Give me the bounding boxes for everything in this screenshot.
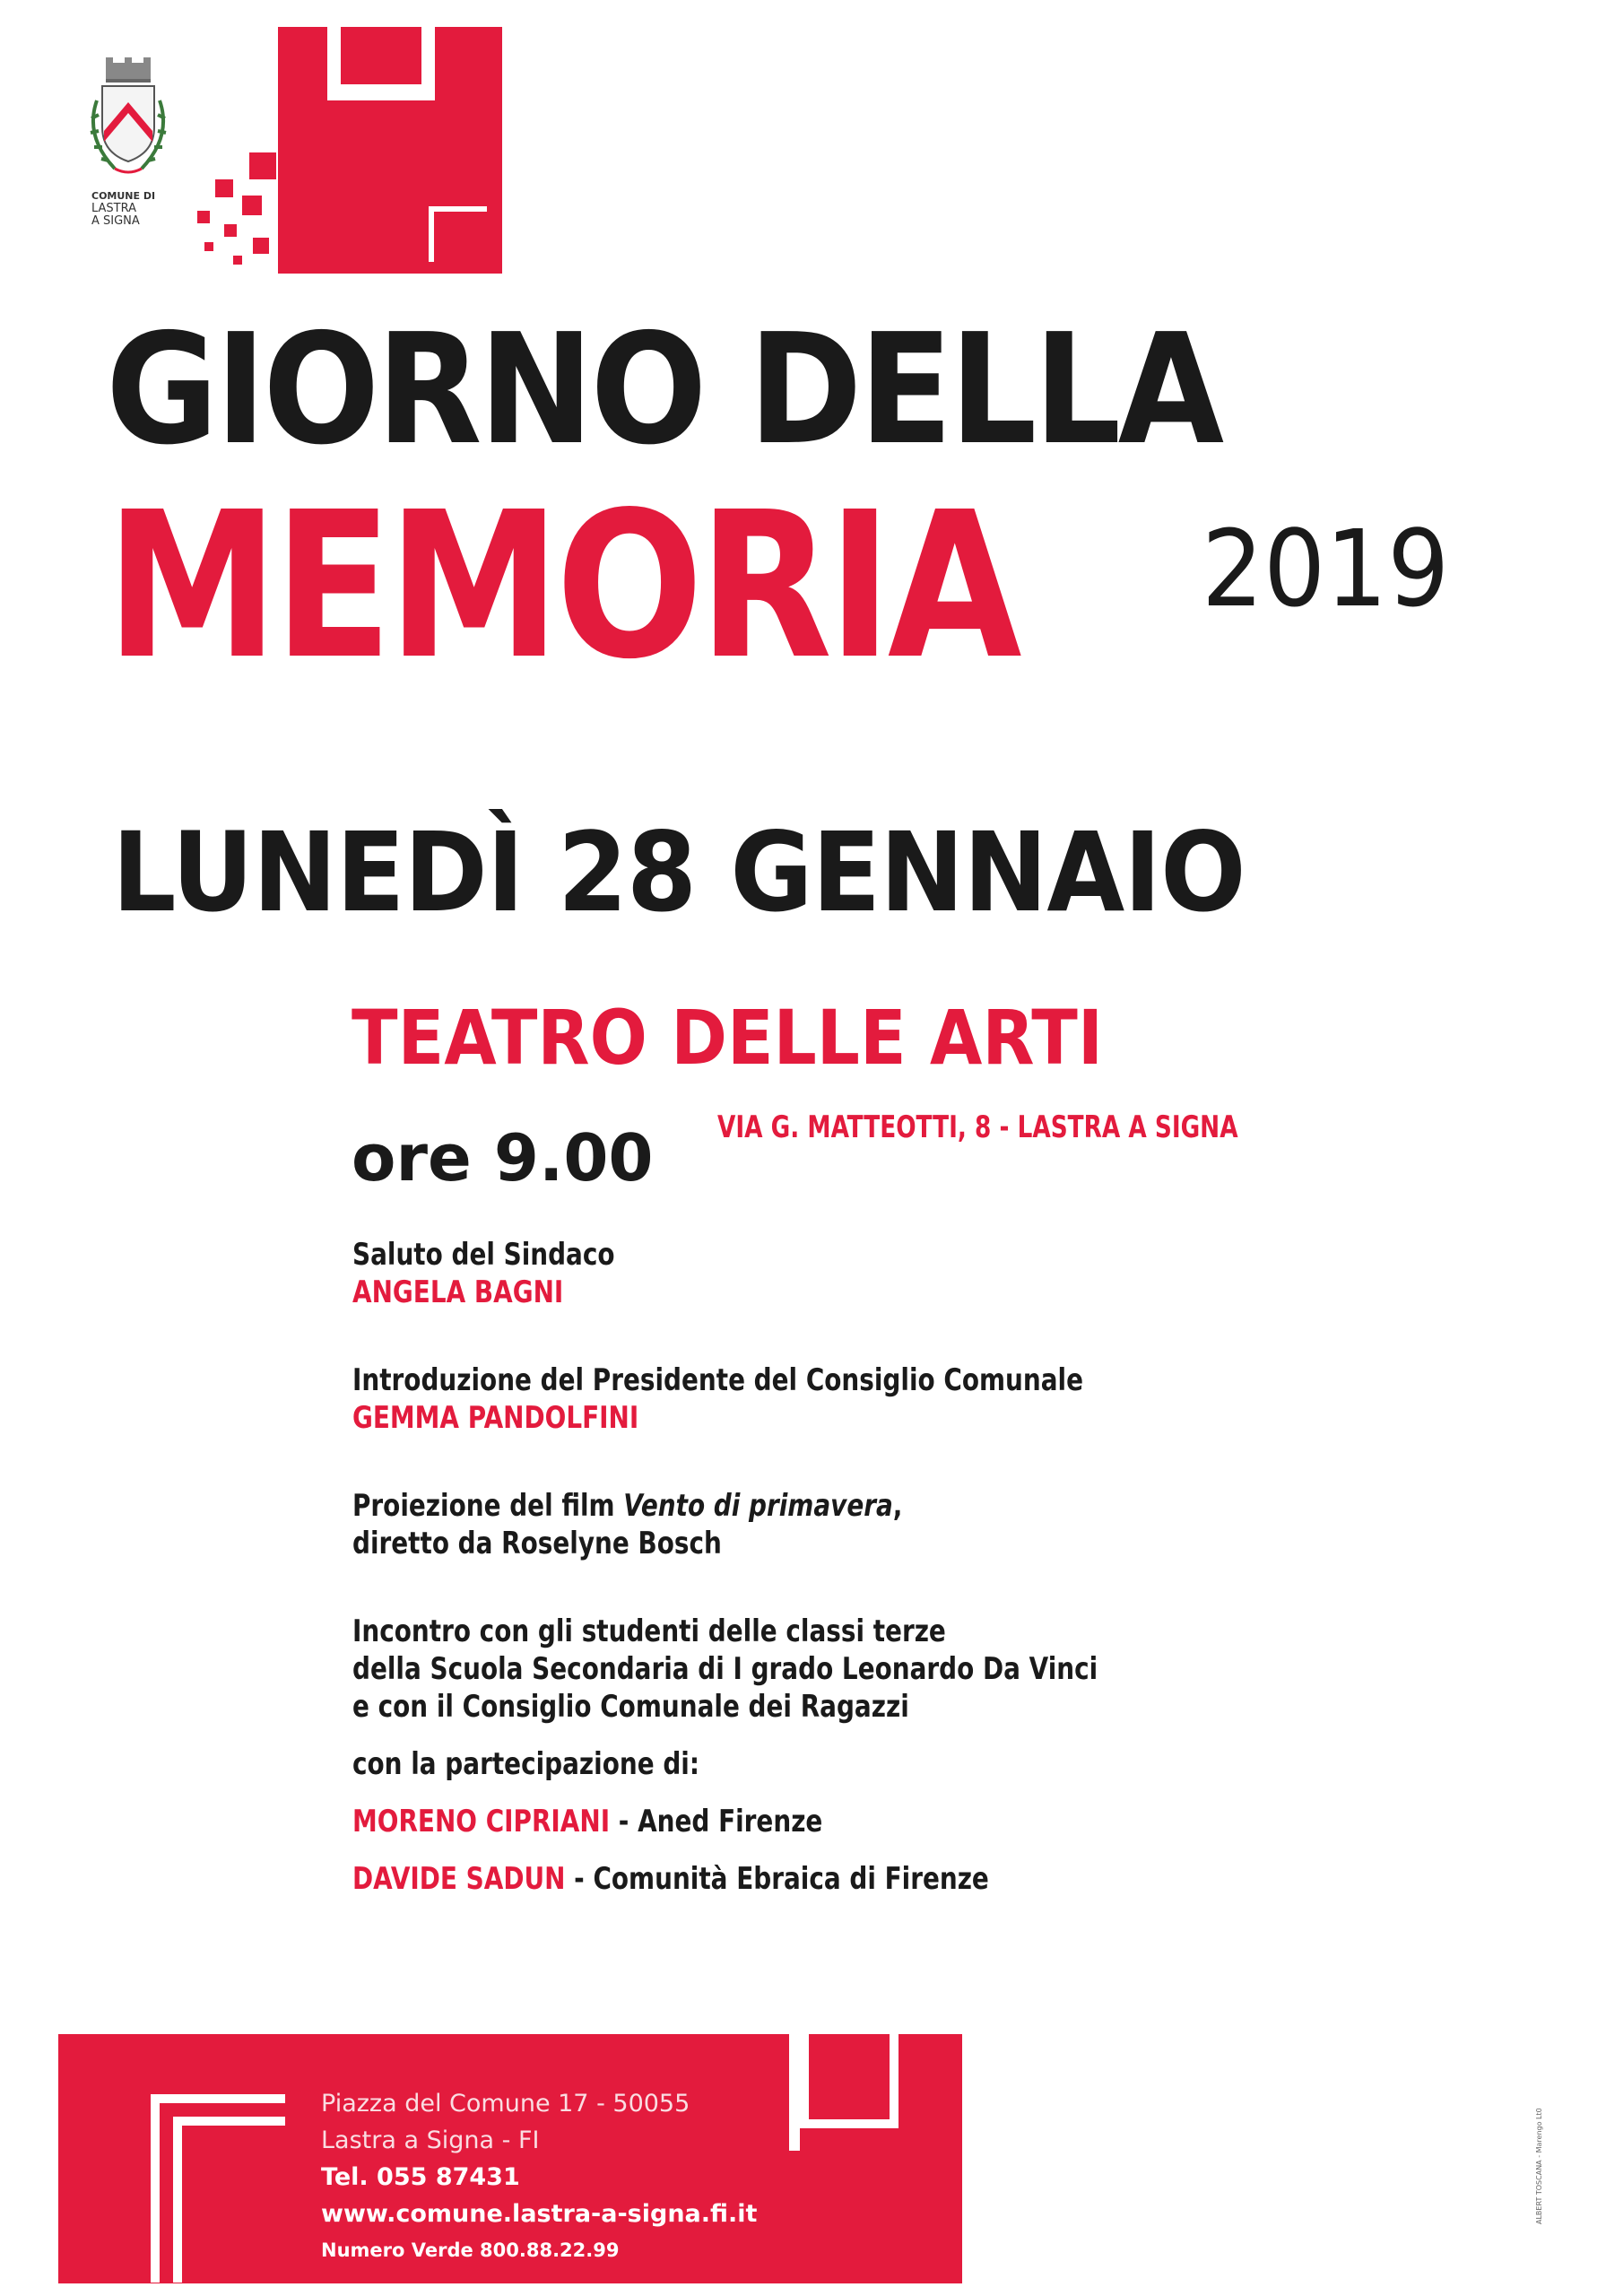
event-time: ore 9.00 (352, 1120, 654, 1196)
venue-name: TEATRO DELLE ARTI (352, 994, 1103, 1082)
venue-address: VIA G. MATTEOTTI, 8 - LASTRA A SIGNA (717, 1109, 1238, 1145)
program-item3-text: Proiezione del film (352, 1488, 624, 1524)
program-item4-line3: e con il Consiglio Comunale dei Ragazzi (352, 1689, 909, 1725)
program-item2-name: GEMMA PANDOLFINI (352, 1400, 639, 1436)
title-line2: MEMORIA (106, 469, 1018, 704)
header-decoration (197, 27, 502, 274)
program-list (352, 1236, 1249, 1898)
guest1-org: - Aned Firenze (610, 1804, 823, 1839)
municipal-logo (79, 56, 178, 239)
guest2-name: DAVIDE SADUN (352, 1861, 566, 1897)
logo-text-line2: LASTRA (91, 202, 137, 215)
program-item3-line1 (352, 1487, 1088, 1525)
footer-toll-free: Numero Verde 800.88.22.99 (321, 2239, 620, 2261)
footer-address1: Piazza del Comune 17 - 50055 (321, 2090, 690, 2118)
program-item4-line2: della Scuola Secondaria di I grado Leonardo Da Vinci (352, 1651, 1098, 1687)
footer-bracket-decoration (151, 2094, 285, 2283)
title-line1: GIORNO DELLA (106, 301, 1221, 479)
film-title: Vento di primavera (623, 1488, 893, 1524)
printer-credit: ALBERT TOSCANA - Marengo Lt0 (1535, 2108, 1543, 2224)
footer-phone: Tel. 055 87431 (321, 2163, 520, 2191)
title-year: 2019 (1202, 507, 1450, 631)
program-item3-comma: , (892, 1488, 903, 1524)
guest2 (352, 1860, 1088, 1898)
footer-website: www.comune.lastra-a-signa.fi.it (321, 2200, 758, 2228)
guest2-org: - Comunità Ebraica di Firenze (565, 1861, 989, 1897)
footer-address2: Lastra a Signa - FI (321, 2126, 540, 2154)
logo-text-line3: A SIGNA (91, 214, 140, 228)
footer-contacts (321, 2085, 757, 2269)
program-item1-text: Saluto del Sindaco (352, 1237, 615, 1273)
program-item3-line2: diretto da Roselyne Bosch (352, 1526, 722, 1561)
participation-label: con la partecipazione di: (352, 1746, 699, 1782)
program-item1-name: ANGELA BAGNI (352, 1274, 564, 1310)
guest1 (352, 1803, 1088, 1840)
footer-notch-decoration (789, 2034, 962, 2151)
coat-of-arms-icon (79, 56, 178, 190)
guest1-name: MORENO CIPRIANI (352, 1804, 611, 1839)
event-date: LUNEDÌ 28 GENNAIO (112, 809, 1246, 936)
program-item4-line1: Incontro con gli studenti delle classi terze (352, 1613, 946, 1649)
program-item2-text: Introduzione del Presidente del Consiglio Comunale (352, 1362, 1084, 1398)
logo-text-line1: COMUNE DI (91, 190, 156, 202)
